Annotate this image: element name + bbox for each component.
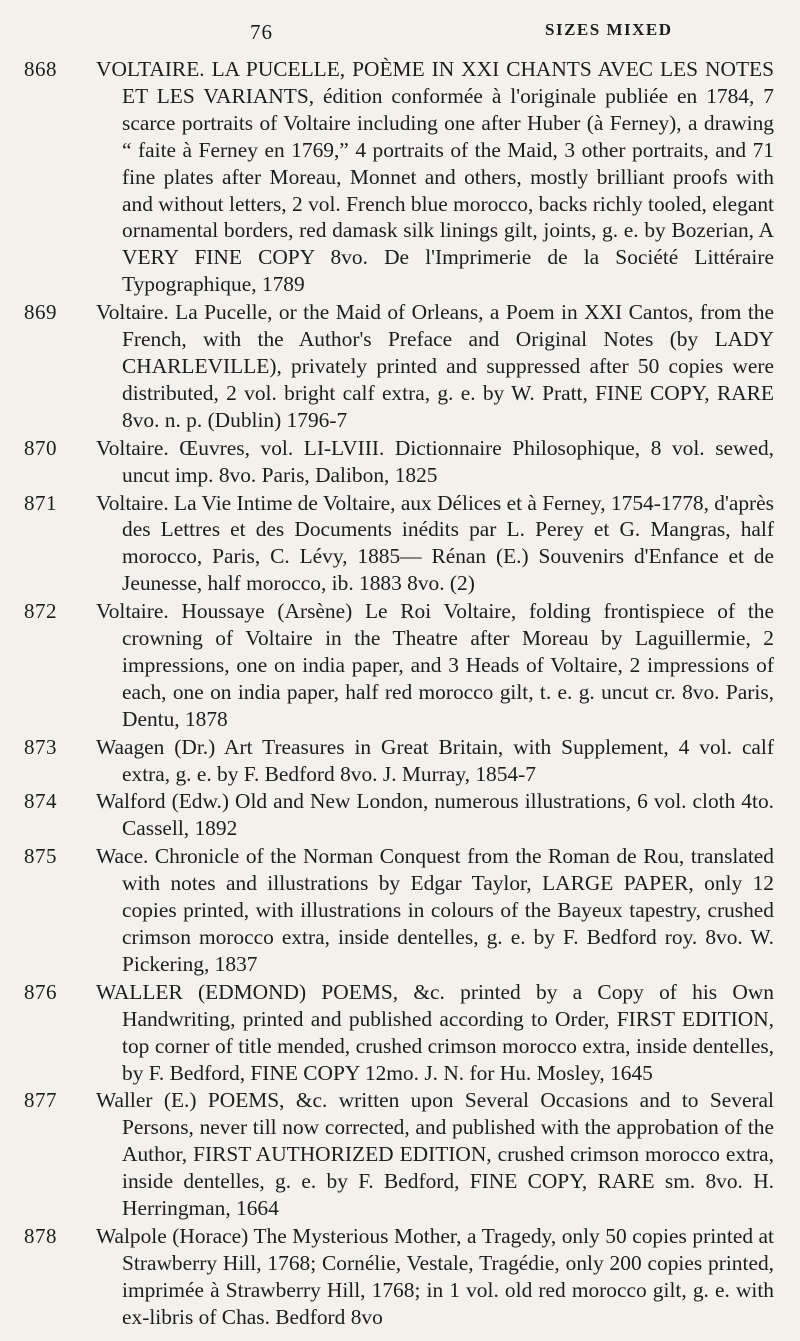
entry-text: Wace. Chronicle of the Norman Conquest from the Roman de Rou, translated with notes and illustrations by Edgar Taylor, LARGE PAPER, only 12 copies printed, with illustrations in colours of the Bayeux tapestry, crushed crimson morocco extra, inside dentelles, g. e. by F. Bedford roy. 8vo. W. Pickering, 1837 [96,844,774,976]
catalogue-entry [0,299,800,434]
lot-number: 876 [24,979,57,1004]
entry-text: WALLER (EDMOND) POEMS, &c. printed by a Copy of his Own Handwriting, printed and published according to Order, FIRST EDITION, top corner of title mended, crushed crimson morocco extra, inside dentelles, by F. Bedford, FINE COPY 12mo. J. N. for Hu. Mosley, 1645 [96,979,774,1085]
entry-text: Voltaire. Œuvres, vol. LI-LVIII. Dictionnaire Philosophique, 8 vol. sewed, uncut imp. 8vo. Paris, Dalibon, 1825 [96,435,774,487]
lot-number: 869 [24,300,57,325]
lot-number: 870 [24,435,57,460]
page-header [0,20,800,50]
entry-text: Waller (E.) POEMS, &c. written upon Several Occasions and to Several Persons, never till now corrected, and published with the approbation of the Author, FIRST AUTHORIZED EDITION, crushed crimson morocco extra, inside dentelles, g. e. by F. Bedford, FINE COPY, RARE sm. 8vo. H. Herringman, 1664 [96,1088,774,1221]
catalogue-entry [0,1087,800,1222]
lot-number: 871 [24,490,57,515]
page-number: 76 [250,20,273,44]
catalogue-entry [0,56,800,298]
entry-text: Walpole (Horace) The Mysterious Mother, a Tragedy, only 50 copies printed at Strawberry Hill, 1768; Cornélie, Vestale, Tragédie, only 200 copies printed, imprimée à Strawberry Hill, 1768; in 1 vol. old red morocco gilt, g. e. with ex-libris of Chas. Bedford 8vo [96,1223,774,1329]
lot-number: 875 [24,844,57,869]
catalogue-entry [0,843,800,978]
entry-text: VOLTAIRE. LA PUCELLE, POÈME IN XXI CHANTS AVEC LES NOTES ET LES VARIANTS, édition conformée à l'originale publiée en 1784, 7 scarce portraits of Voltaire including one after Huber (à Ferney), a drawing “ faite à Ferney en 1769,” 4 portraits of the Maid, 3 other portraits, and 71 fine plates after Moreau, Monnet and others, mostly brilliant proofs with and without letters, 2 vol. French blue morocco, backs richly tooled, elegant ornamental borders, red damask silk linings gilt, joints, g. e. by Bozerian, A VERY FINE COPY 8vo. De l'Imprimerie de la Société Littéraire Typographique, 1789 [96,57,774,297]
entry-text: Waagen (Dr.) Art Treasures in Great Britain, with Supplement, 4 vol. calf extra, g. e. by F. Bedford 8vo. J. Murray, 1854-7 [96,734,774,786]
catalogue-entry [0,788,800,842]
catalogue-entry [0,490,800,598]
lot-number: 874 [24,789,57,814]
catalogue-entries [0,56,800,1332]
lot-number: 868 [24,57,57,81]
catalogue-entry [0,598,800,733]
catalogue-entry [0,734,800,788]
catalogue-entry [0,435,800,489]
entry-text: Walford (Edw.) Old and New London, numerous illustrations, 6 vol. cloth 4to. Cassell, 1892 [96,789,774,841]
entry-text: Voltaire. Houssaye (Arsène) Le Roi Voltaire, folding frontispiece of the crowning of Voltaire in the Theatre after Moreau by Laguillermie, 2 impressions, one on india paper, and 3 Heads of Voltaire, 2 impressions of each, one on india paper, half red morocco gilt, t. e. g. uncut cr. 8vo. Paris, Dentu, 1878 [96,599,774,731]
catalogue-entry [0,1223,800,1331]
lot-number: 872 [24,599,57,624]
catalogue-entry [0,979,800,1087]
lot-number: 877 [24,1088,57,1113]
section-title: SIZES MIXED [545,20,673,39]
lot-number: 873 [24,734,57,759]
entry-text: Voltaire. La Vie Intime de Voltaire, aux Délices et à Ferney, 1754-1778, d'après des Lettres et des Documents inédits par L. Perey et G. Mangras, half morocco, Paris, C. Lévy, 1885— Rénan (E.) Souvenirs d'Enfance et de Jeunesse, half morocco, ib. 1883 8vo. (2) [96,490,774,596]
entry-text: Voltaire. La Pucelle, or the Maid of Orleans, a Poem in XXI Cantos, from the French, with the Author's Preface and Original Notes (by LADY CHARLEVILLE), privately printed and suppressed after 50 copies were distributed, 2 vol. bright calf extra, g. e. by W. Pratt, FINE COPY, RARE 8vo. n. p. (Dublin) 1796-7 [96,300,774,432]
lot-number: 878 [24,1223,57,1248]
